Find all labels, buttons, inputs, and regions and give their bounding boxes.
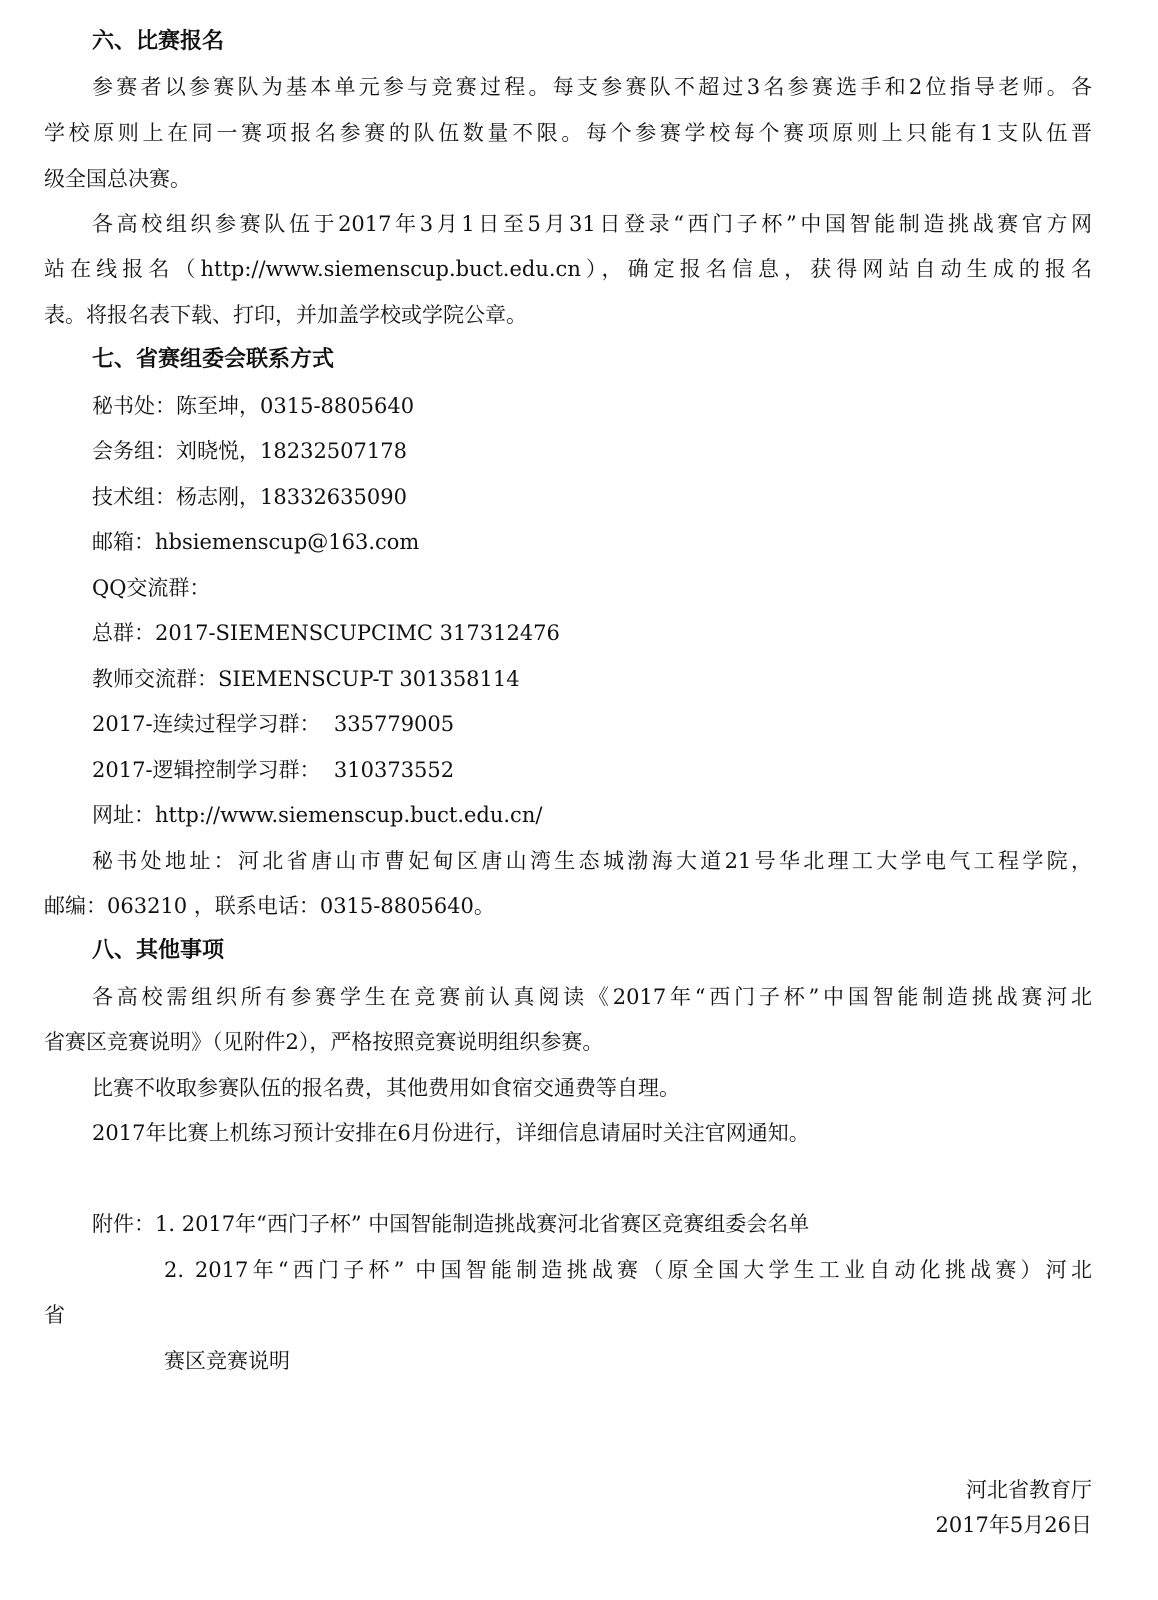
qq-group-process: 2017-连续过程学习群： 335779005 [92,712,455,736]
section-8-paragraph-2: 比赛不收取参赛队伍的报名费，其他费用如食宿交通费等自理。 [92,1076,680,1100]
section-7-heading: 七、省赛组委会联系方式 [92,347,335,372]
contact-address-line-1: 秘书处地址：河北省唐山市曹妃甸区唐山湾生态城渤海大道21号华北理工大学电气工程学院， [92,849,1092,873]
section-6-paragraph-2-line-3: 表。将报名表下载、打印，并加盖学校或学院公章。 [44,303,527,327]
section-8-paragraph-3: 2017年比赛上机练习预计安排在6月份进行，详细信息请届时关注官网通知。 [92,1121,810,1145]
contact-tech: 技术组：杨志刚，18332635090 [92,485,407,509]
issuer-name: 河北省教育厅 [966,1478,1092,1502]
contact-address-line-2: 邮编：063210 ，联系电话：0315-8805640。 [44,894,495,918]
contact-website: 网址：http://www.siemenscup.buct.edu.cn/ [92,803,543,827]
section-6-heading: 六、比赛报名 [92,29,225,54]
section-6-paragraph-1-line-3: 级全国总决赛。 [44,167,191,191]
section-6-paragraph-1-line-2: 学校原则上在同一赛项报名参赛的队伍数量不限。每个参赛学校每个赛项原则上只能有1支队伍晋 [44,121,1092,145]
qq-groups-title: QQ交流群： [92,576,211,600]
section-8-paragraph-1-line-1: 各高校需组织所有参赛学生在竞赛前认真阅读《2017年“西门子杯”中国智能制造挑战赛河北 [92,985,1092,1009]
qq-group-teacher: 教师交流群：SIEMENSCUP-T 301358114 [92,667,520,691]
section-6-paragraph-2-line-1: 各高校组织参赛队伍于2017年3月1日至5月31日登录“西门子杯”中国智能制造挑战赛官方网 [92,212,1092,236]
section-8-heading: 八、其他事项 [92,938,225,963]
attachment-2-line-3: 赛区竞赛说明 [164,1349,290,1373]
qq-group-main: 总群：2017-SIEMENSCUPCIMC 317312476 [92,621,560,645]
attachment-1: 附件：1. 2017年“西门子杯” 中国智能制造挑战赛河北省赛区竞赛组委会名单 [92,1212,810,1236]
section-6-paragraph-1-line-1: 参赛者以参赛队为基本单元参与竞赛过程。每支参赛队不超过3名参赛选手和2位指导老师。各 [92,75,1092,99]
contact-email: 邮箱：hbsiemenscup@163.com [92,530,420,554]
contact-affairs: 会务组：刘晓悦，18232507178 [92,439,407,463]
section-6-paragraph-2-line-2: 站在线报名（http://www.siemenscup.buct.edu.cn），确定报名信息，获得网站自动生成的报名 [44,257,1092,281]
attachment-2-line-2: 省 [44,1303,65,1327]
section-8-paragraph-1-line-2: 省赛区竞赛说明》（见附件2），严格按照竞赛说明组织参赛。 [44,1030,604,1054]
attachment-2-line-1: 2. 2017年“西门子杯” 中国智能制造挑战赛（原全国大学生工业自动化挑战赛）河北 [164,1258,1092,1282]
qq-group-logic: 2017-逻辑控制学习群： 310373552 [92,758,455,782]
issue-date: 2017年5月26日 [935,1513,1092,1537]
contact-secretariat: 秘书处：陈至坤，0315-8805640 [92,394,415,418]
